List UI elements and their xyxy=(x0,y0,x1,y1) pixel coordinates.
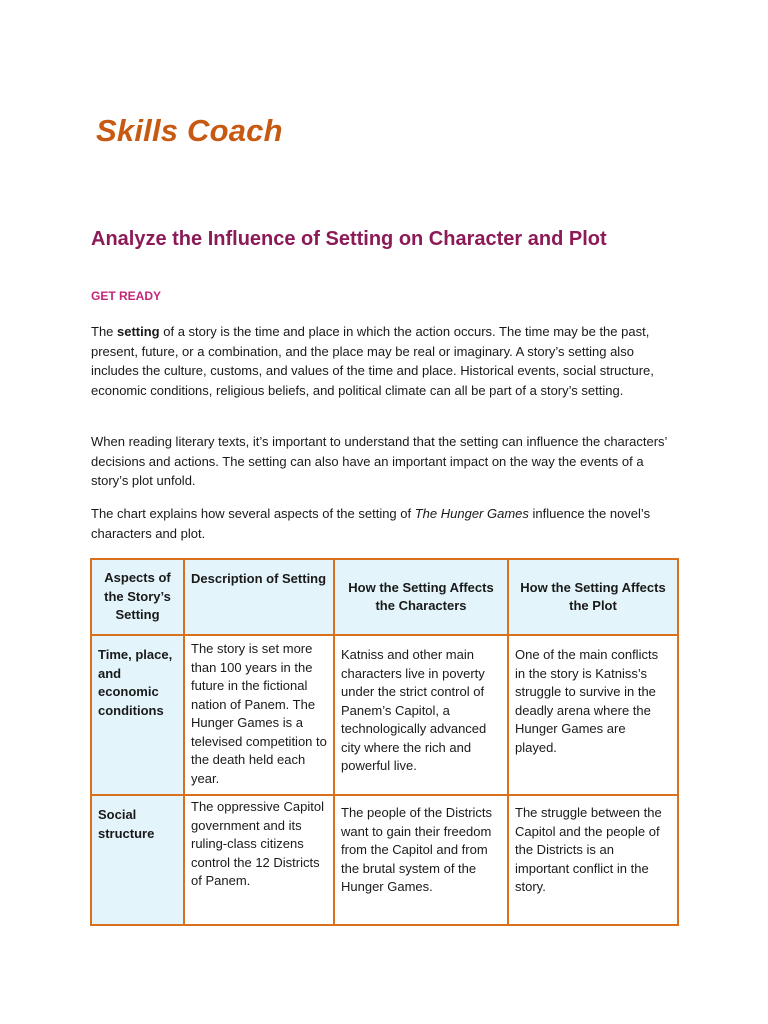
header-description: Description of Setting xyxy=(184,559,334,635)
paragraph-setting-definition xyxy=(91,322,683,400)
header-affects-characters: How the Setting Affects the Characters xyxy=(334,559,508,635)
row-plot-cell: The struggle between the Capitol and the people of the Districts is an important conflict in the story. xyxy=(508,795,678,925)
paragraph-text: influence the novel’s characters and plot. xyxy=(91,506,651,541)
table-header-row xyxy=(91,559,678,635)
paragraph-text: The chart explains how several aspects of the setting of xyxy=(91,506,415,521)
row-description-cell: The oppressive Capitol government and its ruling-class citizens control the 12 Districts of Panem. xyxy=(184,795,334,925)
skills-coach-heading: Skills Coach xyxy=(96,113,283,148)
row-characters-cell: Katniss and other main characters live in poverty under the strict control of Panem’s Capitol, a technologically advanced city where the rich and powerful live. xyxy=(334,635,508,795)
paragraph-chart-intro xyxy=(91,504,683,543)
setting-term: setting xyxy=(117,324,160,339)
paragraph-text: of a story is the time and place in which the action occurs. The time may be the past, present, future, or a combination, and the place may be real or imaginary. A story’s setting also includes the culture, customs, and values of the time and place. Historical events, social structure, economic conditions, religious beliefs, and political climate can all be part of a story’s setting. xyxy=(91,324,654,398)
setting-chart-table xyxy=(90,558,679,926)
paragraph-text: The xyxy=(91,324,118,339)
row-plot-cell: One of the main conflicts in the story is Katniss’s struggle to survive in the deadly arena where the Hunger Games are played. xyxy=(508,635,678,795)
row-characters-cell: The people of the Districts want to gain their freedom from the Capitol and from the brutal system of the Hunger Games. xyxy=(334,795,508,925)
row-aspect-cell: Social structure xyxy=(91,795,184,925)
header-affects-plot: How the Setting Affects the Plot xyxy=(508,559,678,635)
page-title: Analyze the Influence of Setting on Character and Plot xyxy=(91,228,607,250)
table-row xyxy=(91,795,678,925)
row-aspect-cell: Time, place, and economic conditions xyxy=(91,635,184,795)
book-title: The Hunger Games xyxy=(414,506,529,521)
paragraph-reading-texts: When reading literary texts, it’s important to understand that the setting can influence the characters’ decisions and actions. The setting can also have an important impact on the way the events of a story’s plot unfold. xyxy=(91,434,667,488)
row-description-cell: The story is set more than 100 years in the future in the fictional nation of Panem. The Hunger Games is a televised competition to the death held each year. xyxy=(184,635,334,795)
table-row xyxy=(91,635,678,795)
header-aspects: Aspects of the Story’s Setting xyxy=(91,559,184,635)
section-label-get-ready: GET READY xyxy=(91,289,162,303)
